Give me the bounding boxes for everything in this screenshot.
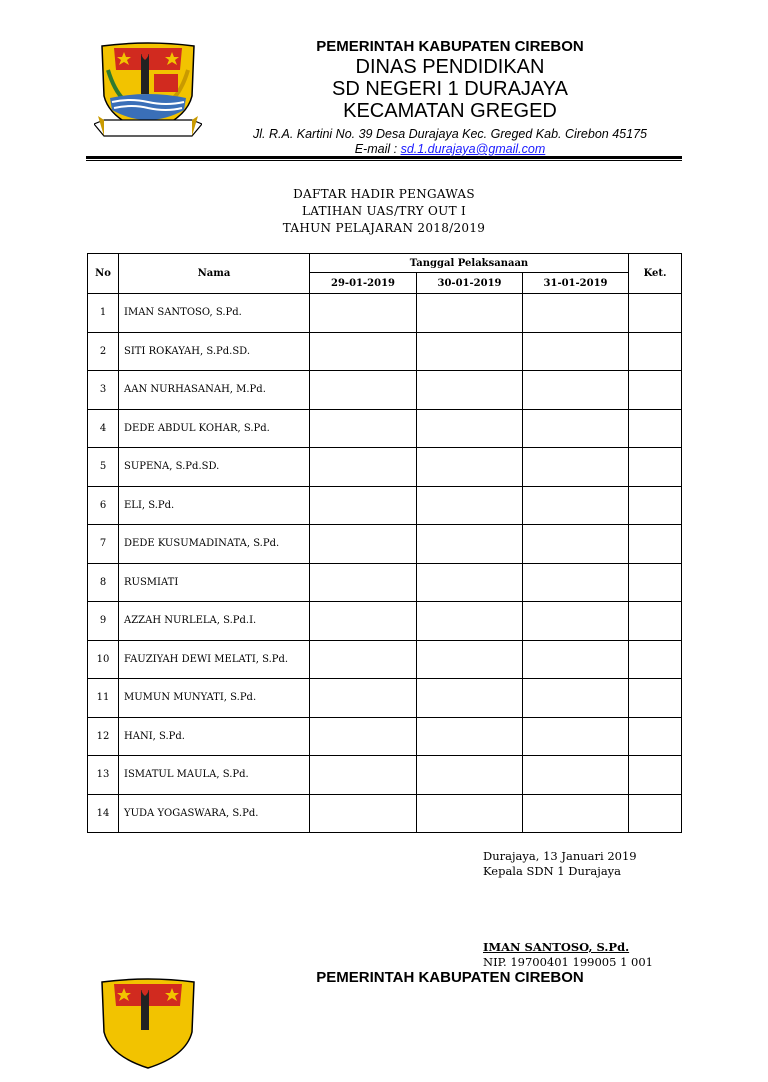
signature-cell[interactable] <box>523 448 629 487</box>
row-name: DEDE ABDUL KOHAR, S.Pd. <box>119 409 310 448</box>
row-name: HANI, S.Pd. <box>119 717 310 756</box>
note-cell[interactable] <box>629 679 682 718</box>
row-number: 11 <box>88 679 119 718</box>
table-row <box>88 486 682 525</box>
letterhead-school: SD NEGERI 1 DURAJAYA <box>332 78 568 100</box>
row-number: 12 <box>88 717 119 756</box>
letterhead-email-line <box>210 142 690 157</box>
signature-cell[interactable] <box>310 448 417 487</box>
row-name: IMAN SANTOSO, S.Pd. <box>119 294 310 333</box>
signature-cell[interactable] <box>310 294 417 333</box>
row-name: ISMATUL MAULA, S.Pd. <box>119 756 310 795</box>
row-number: 10 <box>88 640 119 679</box>
row-name: MUMUN MUNYATI, S.Pd. <box>119 679 310 718</box>
row-number: 13 <box>88 756 119 795</box>
row-number: 3 <box>88 371 119 410</box>
row-number: 6 <box>88 486 119 525</box>
row-name: DEDE KUSUMADINATA, S.Pd. <box>119 525 310 564</box>
document-title <box>0 186 768 237</box>
signature-cell[interactable] <box>523 294 629 333</box>
district-logo <box>94 40 202 146</box>
signature-cell[interactable] <box>523 563 629 602</box>
header-note: Ket. <box>629 254 682 294</box>
table-row <box>88 756 682 795</box>
signature-name: IMAN SANTOSO, S.Pd. <box>483 940 630 954</box>
signature-cell[interactable] <box>310 602 417 641</box>
row-name: SUPENA, S.Pd.SD. <box>119 448 310 487</box>
table-row <box>88 640 682 679</box>
signature-cell[interactable] <box>417 717 523 756</box>
signature-cell[interactable] <box>417 640 523 679</box>
signature-cell[interactable] <box>417 448 523 487</box>
signature-position: Kepala SDN 1 Durajaya <box>483 864 622 878</box>
signature-cell[interactable] <box>310 794 417 833</box>
table-row <box>88 371 682 410</box>
row-number: 9 <box>88 602 119 641</box>
signature-cell[interactable] <box>417 679 523 718</box>
signature-cell[interactable] <box>523 602 629 641</box>
note-cell[interactable] <box>629 409 682 448</box>
next-page-letterhead <box>210 969 690 987</box>
title-line-3: TAHUN PELAJARAN 2018/2019 <box>282 221 486 235</box>
row-number: 1 <box>88 294 119 333</box>
signature-place-date: Durajaya, 13 Januari 2019 <box>483 849 637 863</box>
signature-cell[interactable] <box>523 717 629 756</box>
table-body <box>88 294 682 833</box>
signature-cell[interactable] <box>523 486 629 525</box>
note-cell[interactable] <box>629 602 682 641</box>
signature-cell[interactable] <box>523 794 629 833</box>
next-page-government: PEMERINTAH KABUPATEN CIREBON <box>316 969 584 986</box>
note-cell[interactable] <box>629 756 682 795</box>
letterhead-district: KECAMATAN GREGED <box>343 100 557 122</box>
table-row <box>88 717 682 756</box>
signature-block <box>483 849 637 879</box>
signature-cell[interactable] <box>417 794 523 833</box>
signature-cell[interactable] <box>310 371 417 410</box>
header-date-1: 29-01-2019 <box>310 273 417 294</box>
table-row <box>88 602 682 641</box>
table-row <box>88 332 682 371</box>
signature-cell[interactable] <box>523 409 629 448</box>
signature-cell[interactable] <box>417 602 523 641</box>
signature-cell[interactable] <box>417 409 523 448</box>
attendance-table <box>87 253 682 833</box>
table-row <box>88 409 682 448</box>
row-name: ELI, S.Pd. <box>119 486 310 525</box>
signature-cell[interactable] <box>417 756 523 795</box>
letterhead-divider <box>86 156 682 161</box>
row-name: YUDA YOGASWARA, S.Pd. <box>119 794 310 833</box>
row-name: RUSMIATI <box>119 563 310 602</box>
signature-cell[interactable] <box>523 679 629 718</box>
row-number: 14 <box>88 794 119 833</box>
signature-nip: NIP. 19700401 199005 1 001 <box>483 955 653 969</box>
row-name: FAUZIYAH DEWI MELATI, S.Pd. <box>119 640 310 679</box>
note-cell[interactable] <box>629 794 682 833</box>
email-label: E-mail : <box>354 142 398 156</box>
signature-cell[interactable] <box>310 679 417 718</box>
row-number: 8 <box>88 563 119 602</box>
signature-cell[interactable] <box>310 525 417 564</box>
note-cell[interactable] <box>629 525 682 564</box>
note-cell[interactable] <box>629 486 682 525</box>
row-number: 7 <box>88 525 119 564</box>
note-cell[interactable] <box>629 640 682 679</box>
table-row <box>88 563 682 602</box>
row-number: 4 <box>88 409 119 448</box>
signature-cell[interactable] <box>523 332 629 371</box>
signature-cell[interactable] <box>417 486 523 525</box>
table-row <box>88 525 682 564</box>
signature-cell[interactable] <box>523 640 629 679</box>
row-name: AAN NURHASANAH, M.Pd. <box>119 371 310 410</box>
signature-cell[interactable] <box>310 332 417 371</box>
table-row <box>88 294 682 333</box>
district-logo-next-page <box>94 976 202 1082</box>
note-cell[interactable] <box>629 294 682 333</box>
letterhead-office: DINAS PENDIDIKAN <box>355 56 545 78</box>
title-line-1: DAFTAR HADIR PENGAWAS <box>293 187 475 201</box>
signature-name-block <box>483 940 653 970</box>
table-row <box>88 679 682 718</box>
row-number: 2 <box>88 332 119 371</box>
header-date-2: 30-01-2019 <box>417 273 523 294</box>
title-line-2: LATIHAN UAS/TRY OUT I <box>301 204 467 218</box>
signature-cell[interactable] <box>310 563 417 602</box>
email-link[interactable]: sd.1.durajaya@gmail.com <box>400 142 546 156</box>
signature-cell[interactable] <box>417 525 523 564</box>
signature-cell[interactable] <box>417 332 523 371</box>
row-number: 5 <box>88 448 119 487</box>
table-row <box>88 448 682 487</box>
note-cell[interactable] <box>629 332 682 371</box>
header-name: Nama <box>119 254 310 294</box>
signature-cell[interactable] <box>417 371 523 410</box>
signature-cell[interactable] <box>523 756 629 795</box>
note-cell[interactable] <box>629 717 682 756</box>
note-cell[interactable] <box>629 371 682 410</box>
letterhead <box>210 38 690 157</box>
signature-cell[interactable] <box>310 409 417 448</box>
header-no: No <box>88 254 119 294</box>
signature-cell[interactable] <box>417 294 523 333</box>
signature-cell[interactable] <box>310 756 417 795</box>
header-date-3: 31-01-2019 <box>523 273 629 294</box>
row-name: AZZAH NURLELA, S.Pd.I. <box>119 602 310 641</box>
row-name: SITI ROKAYAH, S.Pd.SD. <box>119 332 310 371</box>
signature-cell[interactable] <box>523 371 629 410</box>
signature-cell[interactable] <box>310 486 417 525</box>
signature-cell[interactable] <box>310 640 417 679</box>
letterhead-government: PEMERINTAH KABUPATEN CIREBON <box>316 38 584 55</box>
signature-cell[interactable] <box>417 563 523 602</box>
signature-cell[interactable] <box>310 717 417 756</box>
header-dates: Tanggal Pelaksanaan <box>310 254 629 273</box>
note-cell[interactable] <box>629 563 682 602</box>
letterhead-address: Jl. R.A. Kartini No. 39 Desa Durajaya Kec. Greged Kab. Cirebon 45175 <box>253 127 647 141</box>
signature-cell[interactable] <box>523 525 629 564</box>
note-cell[interactable] <box>629 448 682 487</box>
table-header-row <box>88 254 682 273</box>
table-row <box>88 794 682 833</box>
